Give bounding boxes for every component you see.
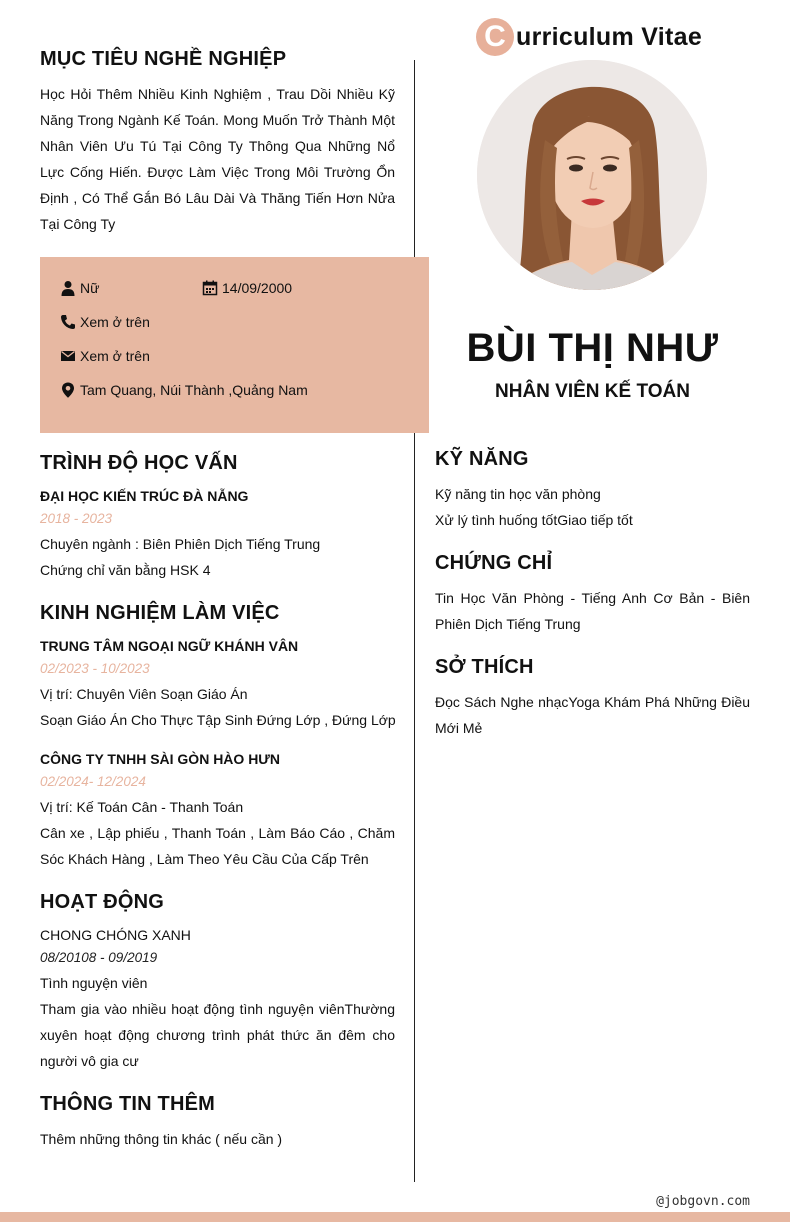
skills-heading: KỸ NĂNG — [435, 448, 529, 470]
objective-heading: MỤC TIÊU NGHỀ NGHIỆP — [40, 48, 287, 70]
person-icon — [60, 280, 76, 296]
phone-icon — [60, 314, 76, 330]
activity-period: 08/20108 - 09/2019 — [40, 950, 158, 965]
column-divider — [414, 60, 415, 1182]
email-value: Xem ở trên — [80, 348, 150, 364]
cv-title-initial: C — [484, 20, 506, 53]
activity-description: Tham gia vào nhiều hoạt động tình nguyện viênThường xuyên hoạt động chương trình phát thức ăn đêm cho người vô gia cư — [40, 1001, 395, 1069]
cv-title-circle — [476, 18, 514, 56]
gender-value: Nữ — [80, 280, 100, 296]
footer-bar — [0, 1212, 790, 1222]
skill-item: Xử lý tình huống tốtGiao tiếp tốt — [435, 512, 633, 528]
activities-heading: HOẠT ĐỘNG — [40, 891, 165, 913]
education-period: 2018 - 2023 — [40, 511, 113, 526]
job-description: Soạn Giáo Án Cho Thực Tập Sinh Đứng Lớp , Đứng Lớp — [40, 712, 396, 728]
phone-row — [60, 314, 150, 330]
education-certificate: Chứng chỉ văn bằng HSK 4 — [40, 562, 211, 578]
dob-value: 14/09/2000 — [222, 280, 293, 296]
envelope-icon — [60, 348, 76, 364]
education-heading: TRÌNH ĐỘ HỌC VẤN — [40, 452, 238, 474]
address-row — [60, 382, 308, 398]
activity-role: Tình nguyện viên — [40, 975, 148, 991]
more-info-text: Thêm những thông tin khác ( nếu cần ) — [40, 1131, 283, 1147]
job-period: 02/2024- 12/2024 — [40, 774, 146, 789]
email-row — [60, 348, 150, 364]
job-period: 02/2023 - 10/2023 — [40, 661, 150, 676]
education-school: ĐẠI HỌC KIẾN TRÚC ĐÀ NẴNG — [40, 488, 249, 504]
experience-heading: KINH NGHIỆM LÀM VIỆC — [40, 602, 280, 624]
skill-item: Kỹ năng tin học văn phòng — [435, 486, 601, 502]
objective-text: Học Hỏi Thêm Nhiều Kinh Nghiệm , Trau Dồi Nhiều Kỹ Năng Trong Ngành Kế Toán. Mong Muốn Trở Thành Một Nhân Viên Ưu Tú Tại Công Ty Thông Qua Những Nổ Lực Cống Hiến. Được Làm Việc Trong Môi Trường Ổn Định , Có Thể Gắn Bó Lâu Dài Và Thăng Tiến Hơn Nửa Tại Công Ty — [40, 86, 395, 232]
certificates-text: Tin Học Văn Phòng - Tiếng Anh Cơ Bản - Biên Phiên Dịch Tiếng Trung — [435, 590, 750, 632]
job-description: Cân xe , Lập phiếu , Thanh Toán , Làm Báo Cáo , Chăm Sóc Khách Hàng , Làm Theo Yêu Cầu Của Cấp Trên — [40, 825, 395, 867]
address-value: Tam Quang, Núi Thành ,Quảng Nam — [80, 382, 308, 398]
watermark-text: @jobgovn.com — [656, 1194, 750, 1209]
job-position: Vị trí: Chuyên Viên Soạn Giáo Án — [40, 686, 248, 702]
certificates-heading: CHỨNG CHỈ — [435, 552, 553, 574]
hobbies-text: Đọc Sách Nghe nhạcYoga Khám Phá Những Điều Mới Mẻ — [435, 694, 750, 736]
job-company: CÔNG TY TNHH SÀI GÒN HÀO HƯN — [40, 751, 281, 767]
hobbies-heading: SỞ THÍCH — [435, 656, 534, 678]
phone-value: Xem ở trên — [80, 314, 150, 330]
activity-name: CHONG CHÓNG XANH — [40, 927, 191, 943]
profile-photo-illustration — [477, 60, 707, 290]
cv-title-text: urriculum Vitae — [516, 22, 703, 51]
candidate-name: BÙI THỊ NHƯ — [466, 326, 719, 370]
education-major: Chuyên ngành : Biên Phiên Dịch Tiếng Trung — [40, 536, 321, 552]
location-pin-icon — [60, 382, 76, 398]
personal-info-box — [40, 257, 429, 433]
more-info-heading: THÔNG TIN THÊM — [40, 1093, 216, 1115]
calendar-icon — [202, 280, 218, 296]
profile-photo — [477, 60, 707, 290]
job-company: TRUNG TÂM NGOẠI NGỮ KHÁNH VÂN — [40, 638, 299, 654]
cv-title — [476, 17, 716, 57]
candidate-role: NHÂN VIÊN KẾ TOÁN — [495, 381, 690, 402]
dob-row — [202, 280, 292, 296]
gender-row — [60, 280, 99, 296]
job-position: Vị trí: Kế Toán Cân - Thanh Toán — [40, 799, 244, 815]
